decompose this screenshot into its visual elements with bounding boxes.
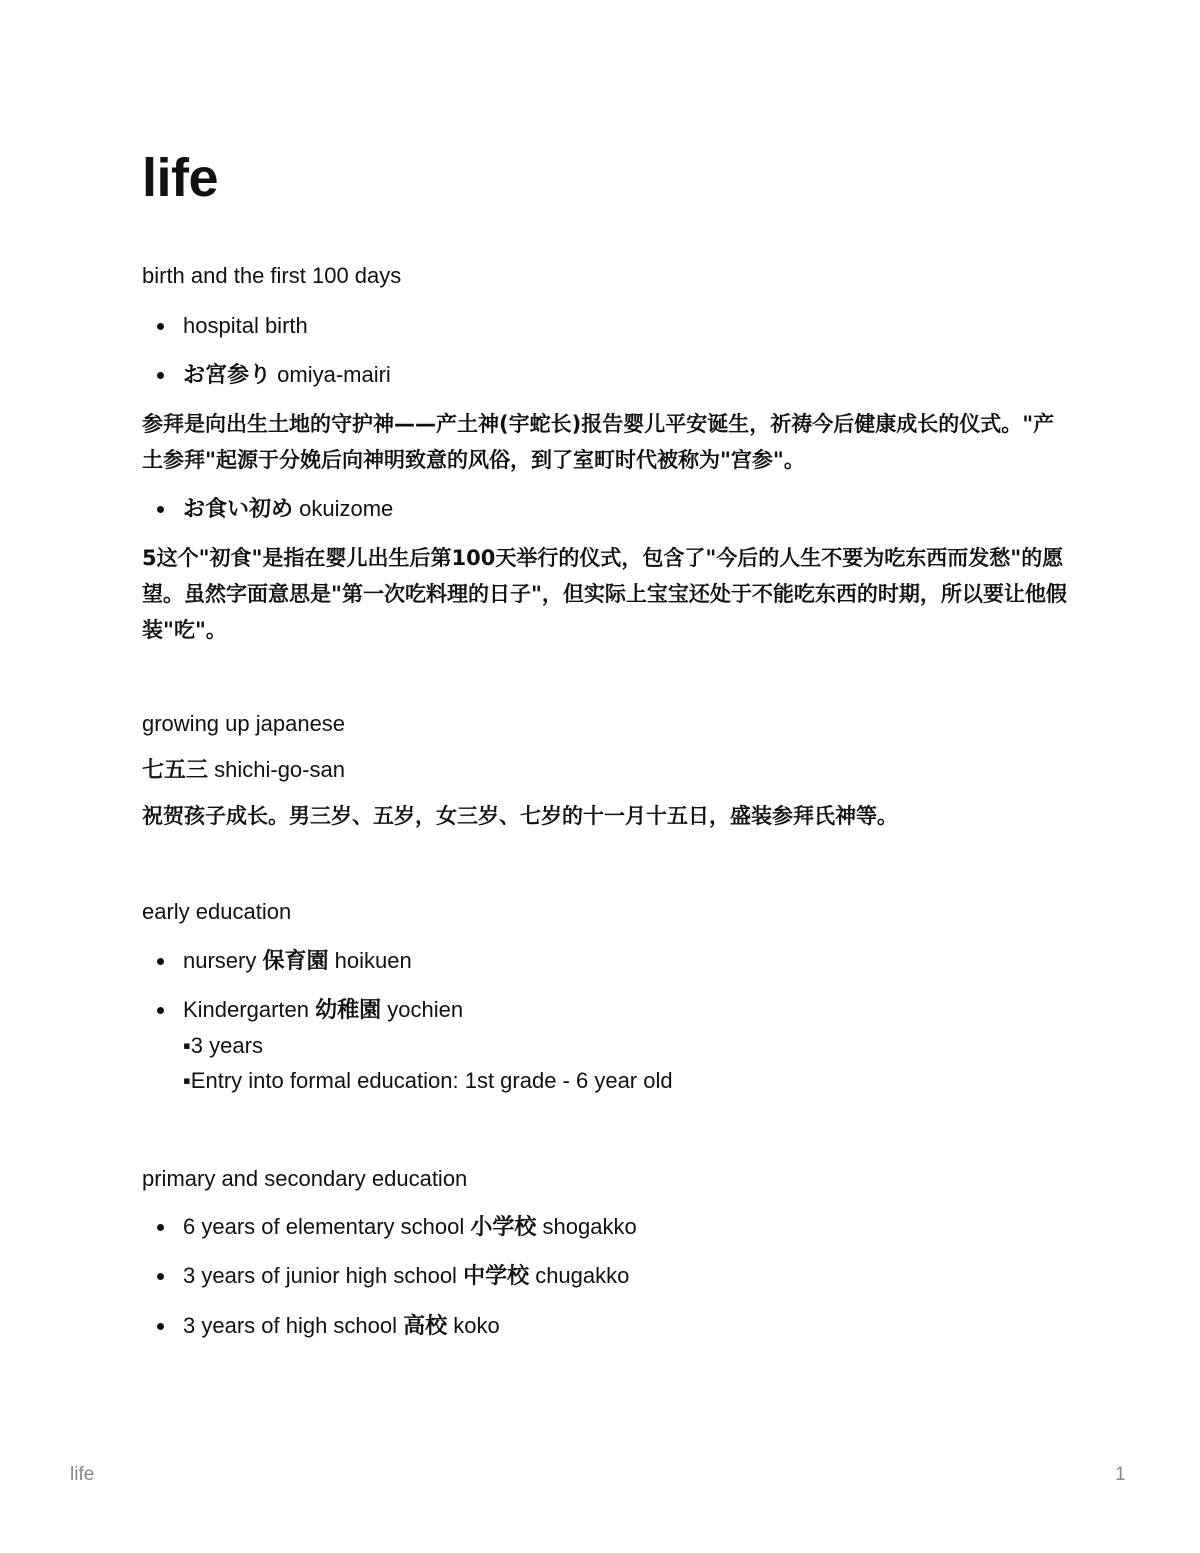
paragraph-okuizome: 5这个"初食"是指在婴儿出生后第100天举行的仪式，包含了"今后的人生不要为吃东西而发愁"的愿望。虽然字面意思是"第一次吃料理的日子"，但实际上宝宝还处于不能吃东西的时期，所以要让他假装"吃"。: [142, 546, 1067, 642]
subheading-shichi-go-san: [142, 756, 345, 785]
list-item-text: hospital birth: [183, 313, 308, 338]
list-item-kindergarten: [183, 996, 463, 1025]
list-item-romaji: shogakko: [536, 1214, 637, 1239]
footer-title: life: [70, 1464, 95, 1485]
list-item-nursery: [183, 947, 412, 976]
list-item-text: nursery: [183, 948, 263, 973]
paragraph-omiya-mairi: 参拜是向出生土地的守护神——产土神(宇蛇长)报告婴儿平安诞生，祈祷今后健康成长的仪式。"产土参拜"起源于分娩后向神明致意的风俗，到了室町时代被称为"宫参"。: [142, 412, 1055, 472]
list-item-cjk: 保育園: [262, 949, 329, 974]
list-item-high-school: [183, 1312, 500, 1341]
list-item-text: 3 years of junior high school: [183, 1263, 464, 1288]
page-number: 1: [1115, 1464, 1126, 1485]
paragraph-shichi-go-san: 祝贺孩子成长。男三岁、五岁，女三岁、七岁的十一月十五日，盛装参拜氏神等。: [142, 804, 898, 828]
section-heading-primary-secondary: primary and secondary education: [142, 1166, 468, 1191]
list-item-elementary: [183, 1213, 637, 1242]
list-item-romaji: yochien: [381, 997, 464, 1022]
subheading-romaji: shichi-go-san: [208, 757, 345, 782]
section-heading-early-education: early education: [142, 899, 292, 924]
list-item-omiya-mairi: [183, 361, 391, 390]
list-item-text: 3 years of high school: [183, 1313, 404, 1338]
list-item-cjk: お宮参り: [183, 363, 272, 388]
list-item-cjk: 小学校: [470, 1215, 537, 1240]
list-item-text: Kindergarten: [183, 997, 316, 1022]
list-item-romaji: chugakko: [529, 1263, 630, 1288]
list-item-junior-high: [183, 1262, 629, 1291]
subheading-cjk: 七五三: [142, 758, 209, 783]
list-item-cjk: お食い初め: [183, 497, 294, 522]
list-item-okuizome: [183, 495, 393, 524]
sub-item-formal-education: ▪Entry into formal education: 1st grade - 6 year old: [183, 1068, 673, 1093]
section-heading-growing-up: growing up japanese: [142, 711, 346, 736]
list-item-cjk: 幼稚園: [315, 998, 382, 1023]
sub-item-3-years: ▪3 years: [183, 1033, 263, 1058]
list-item-hospital-birth: [183, 312, 308, 340]
list-item-cjk: 中学校: [463, 1264, 530, 1289]
list-item-romaji: omiya-mairi: [271, 362, 391, 387]
list-item-romaji: koko: [447, 1313, 500, 1338]
section-heading-birth: birth and the first 100 days: [142, 263, 402, 288]
list-item-romaji: okuizome: [293, 496, 394, 521]
list-item-romaji: hoikuen: [328, 948, 412, 973]
list-item-text: 6 years of elementary school: [183, 1214, 471, 1239]
list-item-cjk: 高校: [403, 1314, 448, 1339]
page-title: life: [142, 148, 219, 208]
